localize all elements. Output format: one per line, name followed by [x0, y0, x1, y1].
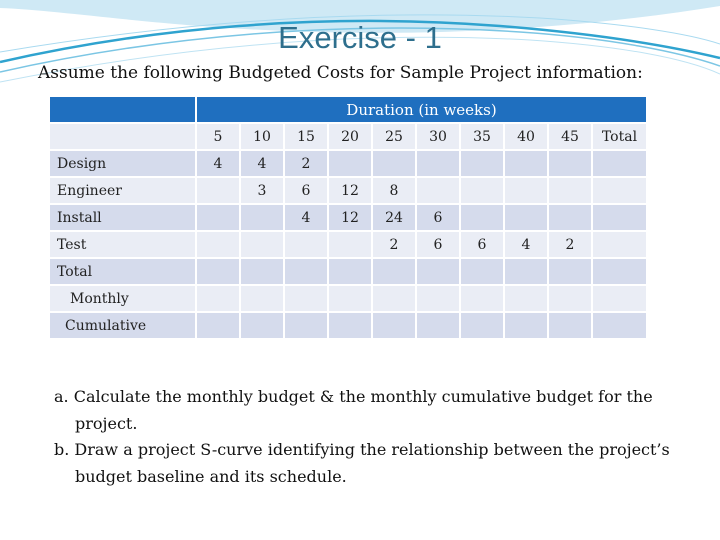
table-cell: [549, 286, 591, 311]
table-cell: [197, 286, 239, 311]
header-corner-cell: [50, 97, 195, 122]
table-cell: [373, 286, 415, 311]
table-cell: 6: [461, 232, 503, 257]
table-cell: [505, 259, 547, 284]
table-cell: [285, 286, 327, 311]
table-cell: 3: [241, 178, 283, 203]
table-cell: [549, 178, 591, 203]
column-header: 15: [285, 124, 327, 149]
table-cell-total: [593, 259, 646, 284]
row-label: Install: [50, 205, 195, 230]
table-cell: [329, 151, 371, 176]
corner-cell: [50, 124, 195, 149]
table-cell: [373, 259, 415, 284]
table-cell: [461, 205, 503, 230]
table-cell: [241, 205, 283, 230]
table-cell-total: [593, 151, 646, 176]
duration-header: Duration (in weeks): [197, 97, 646, 122]
table-cell: [197, 259, 239, 284]
table-cell: [197, 205, 239, 230]
table-row-design: [50, 151, 646, 176]
table-cell: 12: [329, 178, 371, 203]
table-cell: [549, 259, 591, 284]
table-cell: 4: [197, 151, 239, 176]
intro-text: Assume the following Budgeted Costs for Sample Project information:: [38, 63, 643, 83]
row-label: Total: [50, 259, 195, 284]
column-header-total: Total: [593, 124, 646, 149]
column-header: 25: [373, 124, 415, 149]
column-header: 35: [461, 124, 503, 149]
table-cell: [241, 259, 283, 284]
table-cell: [461, 286, 503, 311]
table-cell: [505, 205, 547, 230]
week-columns-row: [50, 124, 646, 149]
table-cell: 2: [373, 232, 415, 257]
row-label: Cumulative: [50, 313, 195, 338]
table-cell: [417, 151, 459, 176]
table-cell: [417, 313, 459, 338]
table-cell: [549, 205, 591, 230]
table-cell: [417, 259, 459, 284]
table-cell: [373, 313, 415, 338]
table-cell: [285, 313, 327, 338]
table-cell: [241, 313, 283, 338]
column-header: 45: [549, 124, 591, 149]
table-row-monthly: [50, 286, 646, 311]
table-cell: [197, 178, 239, 203]
table-cell: [329, 259, 371, 284]
question-b: b. Draw a project S-curve identifying the relationship between the project’s budget baseline and its schedule.: [54, 440, 670, 486]
table-cell: [461, 178, 503, 203]
table-cell: [549, 151, 591, 176]
table-cell: [197, 232, 239, 257]
table-cell: [285, 232, 327, 257]
table-cell: 24: [373, 205, 415, 230]
table-cell: [549, 313, 591, 338]
table-cell: [241, 286, 283, 311]
column-header: 20: [329, 124, 371, 149]
table-cell: [505, 286, 547, 311]
column-header: 5: [197, 124, 239, 149]
row-label: Monthly: [50, 286, 195, 311]
table-cell: [461, 151, 503, 176]
table-header-row: [50, 97, 646, 122]
table-cell: [505, 151, 547, 176]
table-cell: [373, 151, 415, 176]
table-cell: [461, 313, 503, 338]
table-cell: [505, 178, 547, 203]
row-label: Test: [50, 232, 195, 257]
table-row-test: [50, 232, 646, 257]
column-header: 40: [505, 124, 547, 149]
table-row-install: [50, 205, 646, 230]
slide-title: Exercise - 1: [278, 20, 442, 55]
question-list: [54, 384, 694, 490]
table-cell: 4: [285, 205, 327, 230]
table-cell-total: [593, 178, 646, 203]
table-cell: 6: [417, 205, 459, 230]
table-cell: [285, 259, 327, 284]
column-header: 30: [417, 124, 459, 149]
table-cell: 6: [285, 178, 327, 203]
table-cell: [241, 232, 283, 257]
table-cell: 12: [329, 205, 371, 230]
budget-table: [48, 95, 648, 340]
table-cell: 8: [373, 178, 415, 203]
table-cell: [329, 313, 371, 338]
table-cell: [417, 178, 459, 203]
row-label: Engineer: [50, 178, 195, 203]
table-cell-total: [593, 286, 646, 311]
table-cell: [197, 313, 239, 338]
table-cell: [417, 286, 459, 311]
table-cell-total: [593, 313, 646, 338]
question-a: a. Calculate the monthly budget & the monthly cumulative budget for the project.: [54, 387, 653, 433]
table-row-total: [50, 259, 646, 284]
table-cell: [329, 232, 371, 257]
table-cell: 2: [549, 232, 591, 257]
table-cell: [461, 259, 503, 284]
table-row-cumulative: [50, 313, 646, 338]
table-cell-total: [593, 232, 646, 257]
table-row-engineer: [50, 178, 646, 203]
table-cell: 6: [417, 232, 459, 257]
table-cell: 4: [505, 232, 547, 257]
table-cell: 4: [241, 151, 283, 176]
column-header: 10: [241, 124, 283, 149]
table-cell: [505, 313, 547, 338]
table-cell: 2: [285, 151, 327, 176]
table-cell: [329, 286, 371, 311]
row-label: Design: [50, 151, 195, 176]
table-cell-total: [593, 205, 646, 230]
